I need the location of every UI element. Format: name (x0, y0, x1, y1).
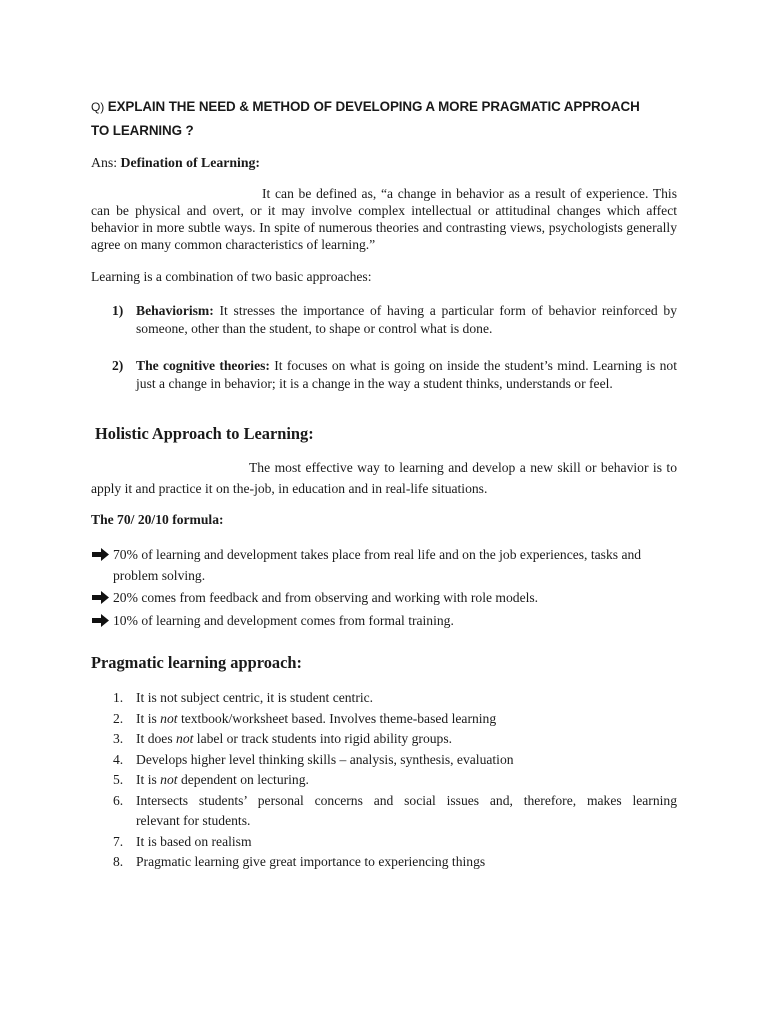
formula-item (91, 544, 679, 586)
list-item-text: It does (136, 731, 177, 746)
holistic-text: The most effective way to learning and develop a new skill or behavior is to apply it and practice it on the-job, in education and in real-life situations. (91, 460, 677, 496)
pragmatic-heading: Pragmatic learning approach: (91, 653, 302, 672)
arrow-right-icon (91, 544, 111, 565)
formula-item-text: 70% of learning and development takes place from real life and on the job experiences, tasks and problem solving. (113, 547, 642, 583)
approaches-intro: Learning is a combination of two basic approaches: (91, 269, 372, 284)
approach-text: It stresses the importance of having a particular form of behavior reinforced by someone, other than the student, to shape or control what is done. (136, 303, 677, 336)
approach-item (112, 302, 677, 337)
list-item-text-after: label or track students into rigid ability groups. (193, 731, 453, 746)
list-item (113, 688, 677, 709)
list-item-text: It is (136, 710, 161, 726)
list-item-emphasis: not (176, 731, 194, 746)
question-prefix: Q) (91, 100, 105, 114)
list-item (113, 709, 677, 730)
list-item-number: 5. (113, 772, 124, 787)
list-item-number: 8. (113, 854, 124, 869)
list-item-text: Intersects students’ personal concerns and social issues and, therefore, makes learning (136, 792, 677, 808)
formula-item (91, 610, 679, 631)
approach-text: It focuses on what is going on inside the student’s mind. Learning is not just a change in behavior; it is a change in the way a student thinks, understands or feel. (136, 358, 677, 391)
approach-number: 1) (112, 303, 124, 318)
question-heading (91, 95, 681, 143)
question-text-line1: EXPLAIN THE NEED & METHOD OF DEVELOPING A MORE PRAGMATIC APPROACH (107, 99, 640, 114)
list-item-text: It is based on realism (136, 833, 252, 849)
list-item-text-after: dependent on lecturing. (177, 772, 309, 787)
approach-item (112, 357, 677, 392)
list-item (113, 770, 677, 791)
formula-title: The 70/ 20/10 formula: (91, 512, 224, 527)
list-item-emphasis: not (160, 772, 178, 787)
list-item-text: Pragmatic learning give great importance to experiencing things (136, 854, 486, 869)
list-item-number: 4. (113, 751, 124, 767)
list-item-number: 3. (113, 731, 124, 746)
answer-heading-line (91, 155, 260, 172)
arrow-right-icon (91, 587, 111, 608)
list-item (113, 750, 677, 771)
list-item (113, 791, 677, 832)
approach-term: Behaviorism: (136, 303, 214, 318)
formula-item-text: 10% of learning and development comes from formal training. (113, 613, 454, 628)
list-item-number: 6. (113, 792, 124, 808)
approach-term: The cognitive theories: (136, 358, 270, 373)
answer-label: Ans: (91, 155, 118, 170)
formula-item-text: 20% comes from feedback and from observing and working with role models. (113, 590, 539, 605)
holistic-heading: Holistic Approach to Learning: (95, 424, 314, 443)
list-item-number: 7. (113, 833, 124, 849)
definition-text: It can be defined as, “a change in behavior as a result of experience. This can be physical and overt, or it may involve complex intellectual or attitudinal changes which affect behavior in more subtle ways. In spite of numerous theories and contrasting views, psychologists generally agree on many common characteristics of learning.” (91, 186, 677, 252)
list-item (113, 832, 677, 853)
list-item-number: 2. (113, 710, 124, 726)
list-item-continuation: relevant for students. (136, 813, 251, 828)
list-item-number: 1. (113, 690, 124, 705)
arrow-right-icon (91, 610, 111, 631)
approach-number: 2) (112, 358, 124, 373)
list-item-text-after: textbook/worksheet based. Involves theme-based learning (177, 710, 497, 726)
definition-heading: Defination of Learning: (120, 155, 261, 170)
list-item (113, 852, 677, 873)
question-text-line2: TO LEARNING ? (91, 123, 194, 138)
pragmatic-list (113, 688, 677, 873)
list-item-text: Develops higher level thinking skills – analysis, synthesis, evaluation (136, 751, 514, 767)
list-item (113, 729, 677, 750)
holistic-paragraph (91, 457, 677, 499)
list-item-text: It is (136, 772, 161, 787)
list-item-text: It is not subject centric, it is student centric. (136, 690, 374, 705)
list-item-emphasis: not (160, 710, 178, 726)
definition-paragraph (91, 185, 677, 253)
formula-item (91, 587, 679, 608)
